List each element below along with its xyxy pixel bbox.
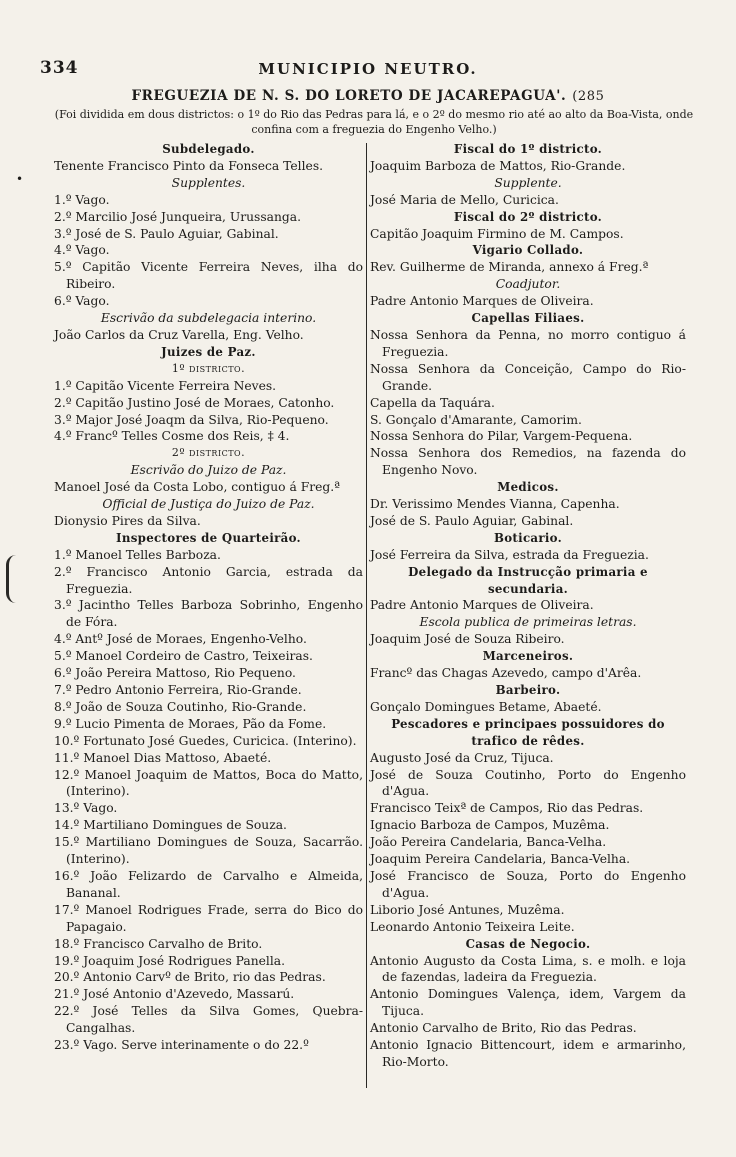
entry-line: Liborio José Antunes, Muzêma.	[370, 902, 565, 917]
entry-line: Augusto José da Cruz, Tijuca.	[370, 750, 554, 765]
entry-line: José Maria de Mello, Curicica.	[370, 192, 559, 207]
column-divider	[366, 143, 367, 1088]
entry-line: José Ferreira da Silva, estrada da Freguezia.	[370, 547, 649, 562]
entry-line: 19.º Joaquim José Rodrigues Panella.	[54, 953, 286, 968]
entry-line: 15.º Martiliano Domingues de Souza, Sacarrão. (Interino).	[54, 835, 363, 867]
entry-line: 17.º Manoel Rodrigues Frade, serra do Bico do Papagaio.	[54, 902, 363, 934]
section-heading: Fiscal do 1º districto.	[453, 142, 603, 156]
entry-line: 3.º Jacintho Telles Barboza Sobrinho, Engenho de Fóra.	[54, 598, 363, 630]
entry-line: João Carlos da Cruz Varella, Eng. Velho.	[54, 327, 304, 342]
entry-line: 2.º Marcilio José Junqueira, Urussanga.	[54, 209, 301, 224]
entry-line: Antonio Carvalho de Brito, Rio das Pedras.	[370, 1021, 637, 1036]
section-heading: Marceneiros.	[482, 649, 574, 664]
entry-line: Antonio Augusto da Costa Lima, s. e molh. e loja de fazendas, ladeira da Freguezia.	[370, 953, 686, 985]
entry-line: 2.º Capitão Justino José de Moraes, Catonho.	[54, 395, 335, 410]
entry-line: Tenente Francisco Pinto da Fonseca Telles.	[54, 158, 324, 173]
subheading: Official de Justiça do Juizo de Paz.	[102, 497, 315, 512]
page-number: 334	[40, 58, 79, 78]
entry-line: Joaquim José de Souza Ribeiro.	[370, 632, 565, 647]
entry-line: 11.º Manoel Dias Mattoso, Abaeté.	[54, 750, 272, 765]
entry-line: Joaquim Barboza de Mattos, Rio-Grande.	[370, 158, 626, 173]
title-text: FREGUEZIA DE N. S. DO LORETO DE JACAREPAGUA'.	[131, 88, 567, 104]
margin-bracket	[6, 555, 23, 603]
section-heading: Medicos.	[497, 480, 559, 495]
section-heading: Fiscal do 2º districto.	[453, 209, 603, 224]
entry-line: 1.º Manoel Telles Barboza.	[54, 547, 221, 562]
entry-line: José de S. Paulo Aguiar, Gabinal.	[370, 513, 574, 528]
entry-line: 16.º João Felizardo de Carvalho e Almeida, Bananal.	[54, 868, 363, 900]
subheading: Escrivão do Juizo de Paz.	[130, 463, 287, 478]
section-heading: Inspectores de Quarteirão.	[116, 530, 301, 545]
entry-line: 6.º Vago.	[54, 294, 110, 309]
entry-line: 20.º Antonio Carvº de Brito, rio das Pedras.	[54, 970, 326, 985]
entry-line: 8.º João de Souza Coutinho, Rio-Grande.	[54, 699, 307, 714]
entry-line: 5.º Manoel Cordeiro de Castro, Teixeiras.	[54, 649, 313, 664]
intro-note: (Foi dividida em dous districtos: o 1º do Rio das Pedras para lá, e o 2º do mesmo rio até ao alto da Boa-Vista, onde confina com a freguezia do Engenho Velho.)	[54, 108, 694, 136]
entry-line: 22.º José Telles da Silva Gomes, Quebra-Cangalhas.	[54, 1004, 363, 1036]
entry-line: Capella da Taquára.	[370, 395, 495, 410]
entry-line: 4.º Vago.	[54, 243, 110, 258]
section-heading: Juizes de Paz.	[161, 344, 256, 359]
entry-line: Rev. Guilherme de Miranda, annexo á Freg.ª	[370, 260, 649, 275]
section-heading: Subdelegado.	[162, 142, 255, 156]
entry-line: Capitão Joaquim Firmino de M. Campos.	[370, 226, 624, 241]
entry-line: Nossa Senhora da Conceição, Campo do Rio-Grande.	[370, 361, 686, 393]
subheading: Supplente.	[494, 175, 562, 190]
section-heading: Casas de Negocio.	[465, 936, 591, 951]
entry-line: Francisco Teixª de Campos, Rio das Pedras.	[370, 801, 644, 816]
entry-line: 3.º Major José Joaqm da Silva, Rio-Pequeno.	[54, 412, 329, 427]
section-heading: Capellas Filiaes.	[471, 311, 585, 326]
entry-line: 4.º Antº José de Moraes, Engenho-Velho.	[54, 632, 307, 647]
entry-line: 21.º José Antonio d'Azevedo, Massarú.	[54, 987, 295, 1002]
entry-line: José Francisco de Souza, Porto do Engenho d'Agua.	[370, 868, 686, 900]
section-heading: Vigario Collado.	[472, 243, 584, 258]
entry-line: José de Souza Coutinho, Porto do Engenho d'Agua.	[370, 767, 686, 799]
entry-line: 14.º Martiliano Domingues de Souza.	[54, 818, 287, 833]
entry-line: Gonçalo Domingues Betame, Abaeté.	[370, 699, 602, 714]
entry-line: Padre Antonio Marques de Oliveira.	[370, 598, 594, 613]
section-heading: Boticario.	[493, 530, 563, 545]
entry-line: Joaquim Pereira Candelaria, Banca-Velha.	[370, 852, 631, 867]
entry-line: João Pereira Candelaria, Banca-Velha.	[370, 835, 607, 850]
entry-line: 12.º Manoel Joaquim de Mattos, Boca do Matto, (Interino).	[54, 767, 363, 799]
entry-line: Nossa Senhora dos Remedios, na fazenda do Engenho Novo.	[370, 446, 686, 478]
margin-mark: •	[16, 172, 24, 186]
entry-line: 10.º Fortunato José Guedes, Curicica. (Interino).	[54, 733, 357, 748]
entry-line: Manoel José da Costa Lobo, contiguo á Freg.ª	[54, 480, 341, 495]
entry-line: 9.º Lucio Pimenta de Moraes, Pão da Fome.	[54, 716, 327, 731]
entry-line: Dr. Verissimo Mendes Vianna, Capenha.	[370, 497, 620, 512]
subheading: 1º districto.	[171, 361, 246, 375]
entry-line: 18.º Francisco Carvalho de Brito.	[54, 936, 263, 951]
entry-line: Ignacio Barboza de Campos, Muzêma.	[370, 818, 610, 833]
entry-line: 2.º Francisco Antonio Garcia, estrada da Freguezia.	[54, 564, 363, 596]
entry-line: Nossa Senhora do Pilar, Vargem-Pequena.	[370, 429, 633, 444]
entry-line: Francº das Chagas Azevedo, campo d'Arêa.	[370, 666, 642, 681]
left-column	[54, 141, 363, 1054]
entry-line: S. Gonçalo d'Amarante, Camorim.	[370, 412, 582, 427]
entry-line: 3.º José de S. Paulo Aguiar, Gabinal.	[54, 226, 279, 241]
running-head: MUNICIPIO NEUTRO.	[258, 60, 478, 78]
entry-line: Antonio Ignacio Bittencourt, idem e armarinho, Rio-Morto.	[370, 1038, 686, 1069]
entry-line: Dionysio Pires da Silva.	[54, 513, 201, 528]
entry-line: Leonardo Antonio Teixeira Leite.	[370, 919, 575, 934]
subheading: Escola publica de primeiras letras.	[419, 615, 637, 630]
section-heading: Barbeiro.	[495, 683, 561, 697]
entry-line: 4.º Francº Telles Cosme dos Reis, ‡ 4.	[54, 429, 290, 444]
entry-line: 5.º Capitão Vicente Ferreira Neves, ilha do Ribeiro.	[54, 260, 363, 292]
subheading: Supplentes.	[171, 175, 246, 190]
entry-line: Antonio Domingues Valença, idem, Vargem da Tijuca.	[370, 987, 686, 1019]
entry-line: 7.º Pedro Antonio Ferreira, Rio-Grande.	[54, 683, 302, 697]
right-column	[370, 141, 686, 1071]
entry-line: 23.º Vago. Serve interinamente o do 22.º	[54, 1038, 309, 1053]
section-heading: Delegado da Instrucção primaria e secundaria.	[408, 564, 648, 596]
entry-line: Padre Antonio Marques de Oliveira.	[370, 294, 594, 309]
entry-line: Nossa Senhora da Penna, no morro contiguo á Freguezia.	[370, 327, 686, 359]
subheading: Coadjutor.	[495, 277, 561, 292]
entry-line: 1.º Capitão Vicente Ferreira Neves.	[54, 378, 277, 393]
subheading: 2º districto.	[171, 446, 246, 460]
section-heading: Pescadores e principaes possuidores do trafico de rêdes.	[391, 716, 665, 748]
subheading: Escrivão da subdelegacia interino.	[100, 311, 317, 326]
entry-line: 13.º Vago.	[54, 801, 118, 816]
section-title	[0, 88, 736, 104]
title-number: (285	[572, 89, 605, 104]
entry-line: 6.º João Pereira Mattoso, Rio Pequeno.	[54, 666, 296, 681]
entry-line: 1.º Vago.	[54, 192, 110, 207]
